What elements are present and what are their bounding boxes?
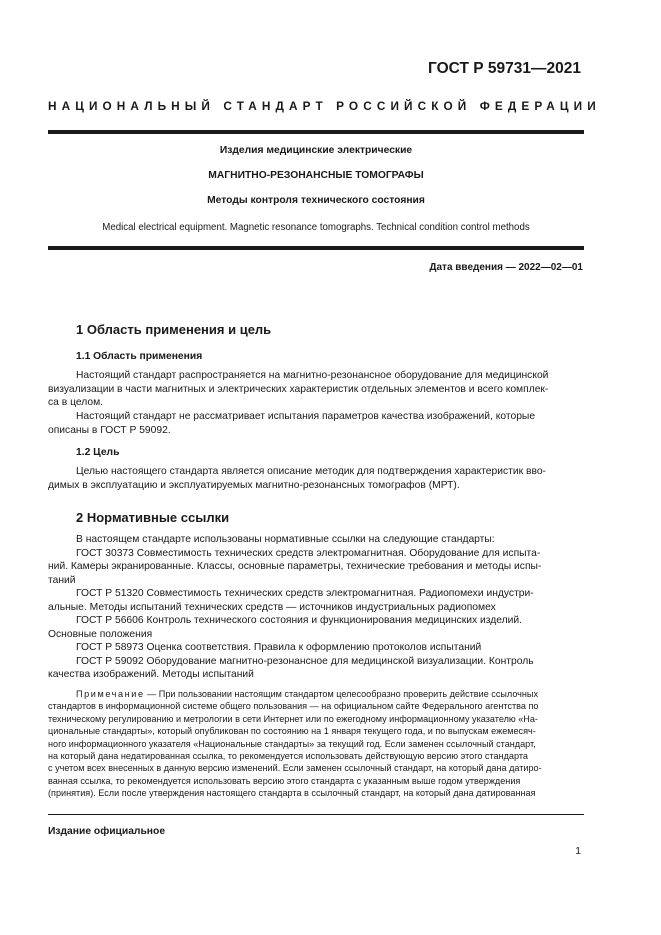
national-standard-banner: НАЦИОНАЛЬНЫЙ СТАНДАРТ РОССИЙСКОЙ ФЕДЕРАЦИИ bbox=[48, 99, 601, 113]
ref-gost-r-56606: ГОСТ Р 56606 Контроль технического состояния и функционирования медицинских изделий. bbox=[76, 615, 523, 626]
title-line-1: Изделия медицинские электрические bbox=[219, 145, 413, 156]
note-label: Примечание bbox=[76, 689, 145, 699]
page-number: 1 bbox=[575, 846, 581, 857]
official-edition-label: Издание официальное bbox=[48, 826, 166, 837]
title-line-2: МАГНИТНО-РЕЗОНАНСНЫЕ ТОМОГРАФЫ bbox=[208, 170, 424, 181]
ref-gost-30373: ГОСТ 30373 Совместимость технических средств электромагнитная. Оборудование для испыта- bbox=[76, 547, 541, 559]
ref-gost-r-51320: ГОСТ Р 51320 Совместимость технических средств электромагнитная. Радиопомехи индустри- bbox=[76, 588, 534, 599]
subsection-1-2-heading: 1.2 Цель bbox=[76, 447, 120, 458]
footer-rule bbox=[48, 814, 584, 815]
note-block: Примечание — При пользовании настоящим стандартом целесообразно проверить действие ссылочных стандартов в информационной системе общего пользования — на официальном сайте Федерального агентства по техническому регулированию и метрологии в сети Интернет или по ежегодному информационному указателю «На- циональные стандарты», который опубликован по состоянию на 1 января текущего года, и по выпускам ежемесяч- ного информационного указателя «Национальные стандарты» за текущий год. Если заменен ссылочный стандарт, на который дана недатированная ссылка, то рекомендуется использовать действующую версию этого стандарта с учетом всех внесенных в данную версию изменений. Если заменен ссылочный стандарт, на который дана датиро- ванная ссылка, то рекомендуется использовать версию этого стандарта с указанным выше годом утверждения (принятия). Если после утверждения настоящего стандарта в ссылочный стандарт, на который дана датированная bbox=[48, 689, 542, 799]
standard-code: ГОСТ Р 59731—2021 bbox=[428, 60, 581, 77]
title-line-3: Методы контроля технического состояния bbox=[207, 195, 425, 206]
top-rule bbox=[48, 130, 584, 134]
introduction-date: Дата введения — 2022—02—01 bbox=[429, 262, 583, 273]
title-rule bbox=[48, 246, 584, 250]
section-2-heading: 2 Нормативные ссылки bbox=[76, 510, 230, 525]
ref-gost-r-58973: ГОСТ Р 58973 Оценка соответствия. Правила к оформлению протоколов испытаний bbox=[76, 642, 482, 653]
title-english: Medical electrical equipment. Magnetic resonance tomographs. Technical condition control methods bbox=[102, 222, 530, 233]
paragraph-exclusion: Настоящий стандарт не рассматривает испытания параметров качества изображений, которые описаны в ГОСТ Р 59092. bbox=[48, 411, 536, 436]
ref-gost-r-59092: ГОСТ Р 59092 Оборудование магнитно-резонансное для медицинской визуализации. Контроль bbox=[76, 655, 534, 667]
paragraph-scope: Настоящий стандарт распространяется на магнитно-резонансное оборудование для медицинской визуализации в части магнитных и электрических характеристик отдельных элементов и всего комплек- са в целом. bbox=[48, 370, 549, 408]
paragraph-goal: Целью настоящего стандарта является описание методик для подтверждения характеристик вво- димых в эксплуатацию и эксплуатируемых магнитно-резонансных томографов (МРТ). bbox=[48, 466, 546, 491]
section-1-heading: 1 Область применения и цель bbox=[76, 322, 272, 337]
subsection-1-1-heading: 1.1 Область применения bbox=[76, 351, 203, 362]
normative-references: В настоящем стандарте использованы нормативные ссылки на следующие стандарты: ГОСТ 30373 Совместимость технических средств электромагнитная. Оборудование для испыта- ний. Камеры экранированные. Классы, основные параметры, технические требования и методы испы- таний ГОСТ Р 51320 Совместимость технических средств электромагнитная. Радиопомехи индустри- альные. Методы испытаний технических средств — источников индустриальных радиопомех ГОСТ Р 56606 Контроль технического состояния и функционирования медицинских изделий. Основные положения ГОСТ Р 58973 Оценка соответствия. Правила к оформлению протоколов испытаний ГОСТ Р 59092 Оборудование магнитно-резонансное для медицинской визуализации. Контроль качества изображений. Методы испытаний bbox=[48, 533, 584, 682]
